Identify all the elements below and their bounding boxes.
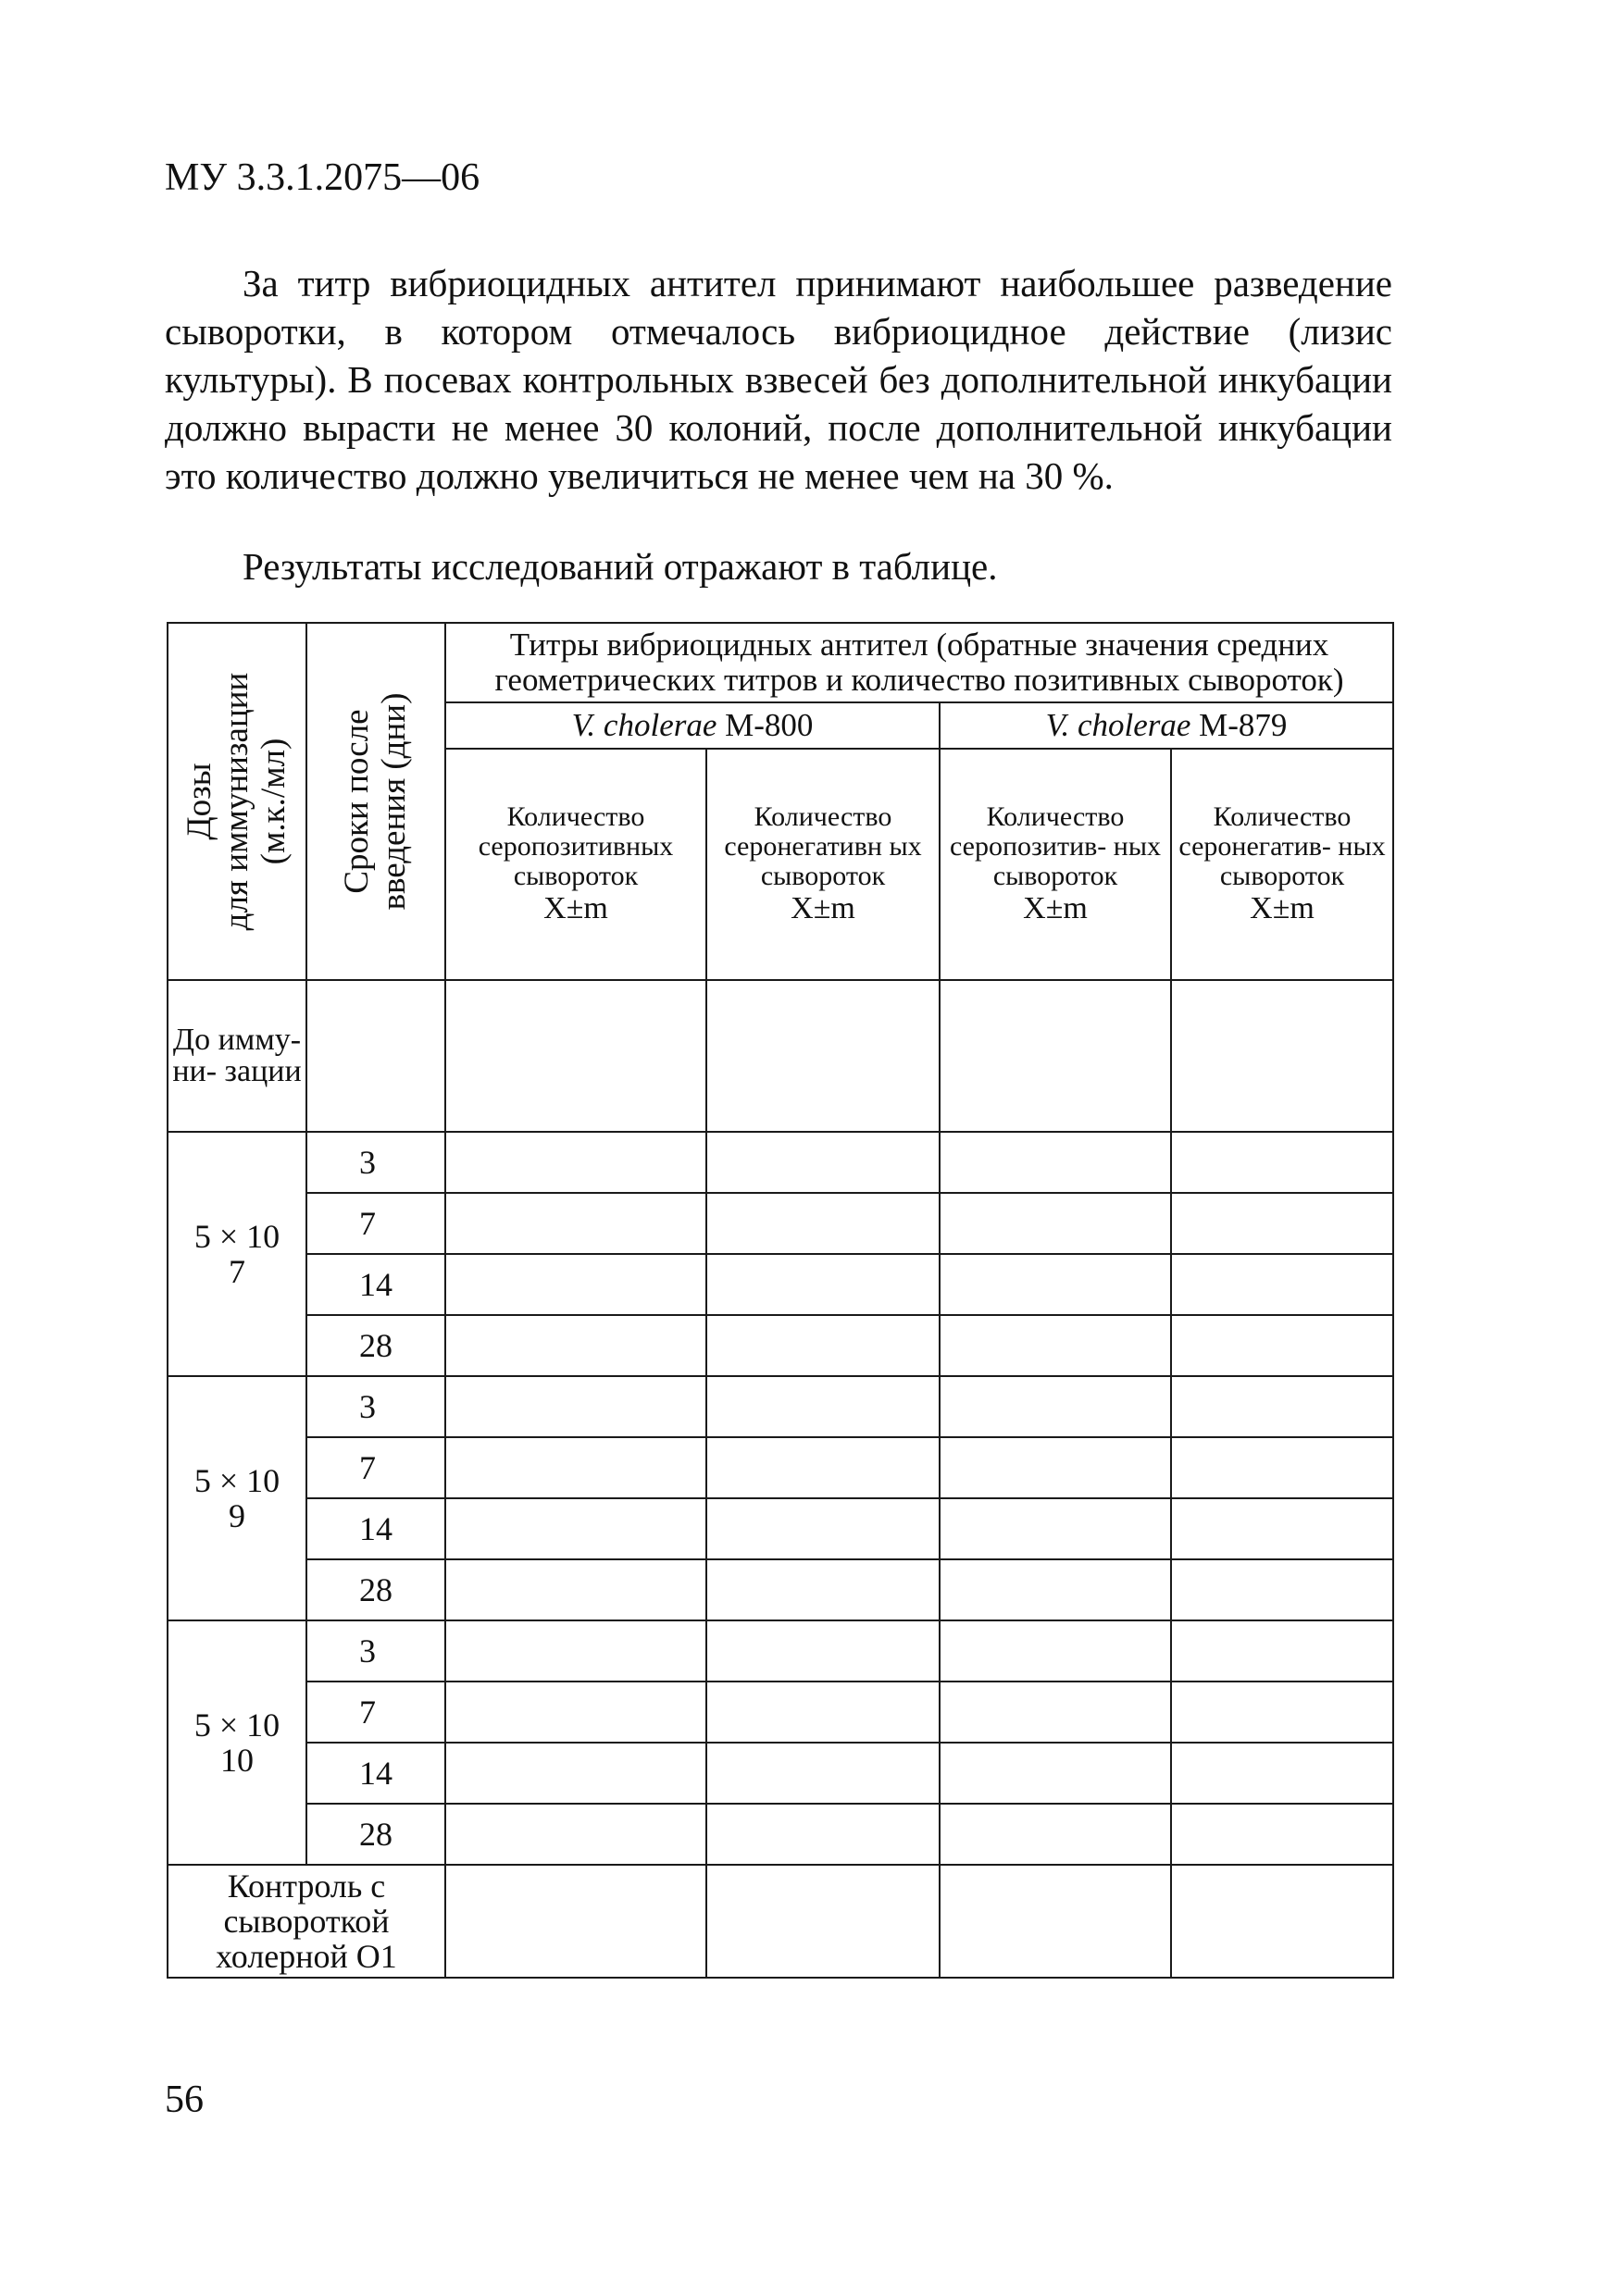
table-row: [168, 1498, 1393, 1559]
day-cell: 3: [306, 1376, 445, 1437]
day-cell: 14: [306, 1743, 445, 1804]
day-cell: 14: [306, 1498, 445, 1559]
day-cell: 3: [306, 1620, 445, 1682]
table-row: [168, 1682, 1393, 1743]
paragraph-results-intro: Результаты исследований отражают в таблице.: [243, 545, 998, 588]
day-cell: 14: [306, 1254, 445, 1315]
header-seronegative-m800: Количество серонегативн ых сывороток X±m: [706, 749, 940, 980]
table-row: [168, 1865, 1393, 1978]
day-cell: 7: [306, 1437, 445, 1498]
table-row: [168, 980, 1393, 1132]
table-row: [168, 1132, 1393, 1193]
control-row-label: Контроль с сывороткой холерной О1: [168, 1865, 445, 1978]
header-strain-m800: V. cholerae М-800: [445, 702, 940, 749]
header-doses-cell: [168, 623, 306, 980]
table-row: [168, 1315, 1393, 1376]
table-row: [168, 1743, 1393, 1804]
dose-cell: 5 × 10 7: [168, 1132, 306, 1376]
table-row: [168, 1437, 1393, 1498]
table-row: [168, 1804, 1393, 1865]
day-cell: 3: [306, 1132, 445, 1193]
header-titers: Титры вибриоцидных антител (обратные значения средних геометрических титров и количество позитивных сывороток): [445, 623, 1393, 702]
table-row: [168, 1559, 1393, 1620]
day-cell: 28: [306, 1804, 445, 1865]
day-cell: 28: [306, 1559, 445, 1620]
header-seronegative-m879: Количество серонегатив- ных сывороток X±m: [1171, 749, 1393, 980]
header-seropositive-m800: Количество серопозитивных сывороток X±m: [445, 749, 706, 980]
table-row: [168, 1376, 1393, 1437]
table-row: [168, 1193, 1393, 1254]
header-terms-cell: [306, 623, 445, 980]
document-code: МУ 3.3.1.2075—06: [165, 156, 480, 199]
table-row: [168, 1254, 1393, 1315]
dose-cell: 5 × 10 9: [168, 1376, 306, 1620]
header-doses: Дозы для иммунизации (м.к./мл): [181, 672, 293, 931]
day-cell: 7: [306, 1682, 445, 1743]
header-seropositive-m879: Количество серопозитив- ных сывороток X±m: [940, 749, 1171, 980]
table-row: [168, 1620, 1393, 1682]
pre-immunization-label: До имму- ни- зации: [168, 980, 306, 1132]
page-number: 56: [165, 2079, 204, 2121]
results-table: [167, 622, 1394, 1979]
day-cell: 7: [306, 1193, 445, 1254]
dose-cell: 5 × 10 10: [168, 1620, 306, 1865]
paragraph-titer-definition: За титр вибриоцидных антител принимают наибольшее разведение сыворотки, в котором отмечалось вибриоцидное действие (лизис культуры). В посевах контрольных взвесей без дополнительной инкубации должно вырасти не менее 30 колоний, после дополнительной инкубации это количество должно увеличиться не менее чем на 30 %.: [165, 262, 1392, 497]
day-cell: 28: [306, 1315, 445, 1376]
header-terms: Сроки после введения (дни): [338, 692, 413, 911]
header-strain-m879: V. cholerae М-879: [940, 702, 1393, 749]
